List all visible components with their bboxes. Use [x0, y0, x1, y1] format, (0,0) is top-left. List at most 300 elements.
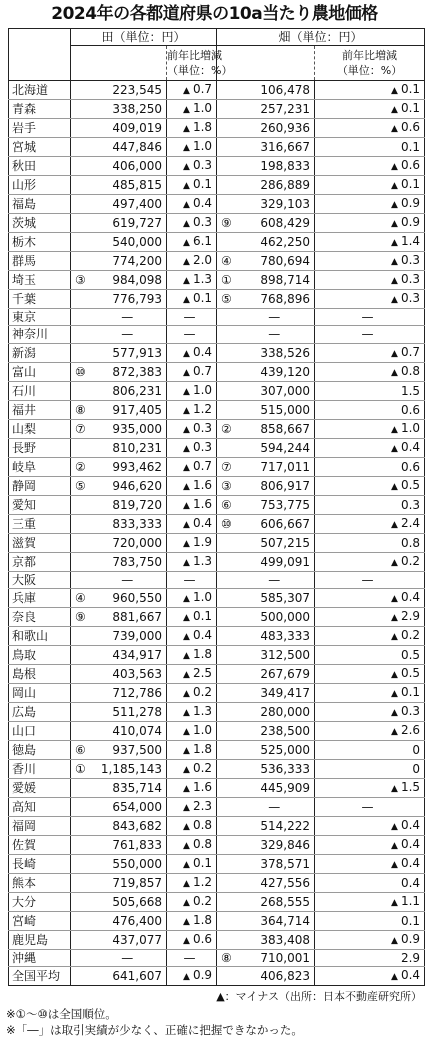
prefecture-name	[9, 81, 71, 100]
paddy-price-value: —	[121, 572, 134, 587]
paddy-rank-value: ③	[75, 273, 86, 287]
paddy-change	[167, 911, 217, 930]
negative-mark: ▲	[183, 764, 190, 775]
field-price-value: 768,896	[260, 292, 311, 306]
paddy-price-value: 410,074	[112, 723, 162, 738]
field-change	[315, 400, 425, 419]
negative-mark: ▲	[391, 367, 398, 378]
field-price-value: 286,889	[260, 178, 311, 192]
paddy-price	[93, 626, 167, 645]
field-price	[239, 778, 315, 797]
paddy-change-value: 0.3	[192, 158, 213, 172]
prefecture-name-value: 兵庫	[12, 590, 37, 605]
paddy-rank	[71, 607, 93, 626]
negative-mark: ▲	[183, 688, 190, 699]
field-price	[239, 721, 315, 740]
field-price	[239, 326, 315, 343]
field-price	[239, 252, 315, 271]
field-change-value: 0.9	[400, 215, 421, 229]
field-price-value: 606,667	[260, 516, 311, 531]
field-change	[315, 381, 425, 400]
negative-mark: ▲	[391, 295, 398, 305]
negative-mark: ▲	[183, 669, 190, 680]
paddy-rank	[71, 721, 93, 740]
paddy-price-value: 406,000	[112, 159, 162, 173]
prefecture-name	[9, 854, 71, 873]
prefecture-name-value: 山梨	[12, 421, 37, 436]
paddy-rank	[71, 759, 93, 778]
paddy-rank	[71, 119, 93, 138]
negative-mark: ▲	[391, 86, 398, 96]
paddy-price-value: 437,077	[112, 932, 162, 947]
paddy-price-value: 984,098	[112, 273, 162, 287]
field-price	[239, 873, 315, 892]
prefecture-name	[9, 214, 71, 233]
field-change	[315, 967, 425, 986]
paddy-price	[93, 892, 167, 911]
field-change	[315, 892, 425, 911]
field-rank	[217, 588, 239, 607]
negative-mark: ▲	[183, 143, 190, 153]
prefecture-name	[9, 835, 71, 854]
negative-mark: ▲	[183, 783, 190, 794]
paddy-change	[167, 740, 217, 759]
prefecture-name	[9, 457, 71, 476]
paddy-price-value: 511,278	[112, 704, 162, 719]
prefecture-name	[9, 138, 71, 157]
field-change-value: 0.2	[400, 553, 421, 568]
paddy-price	[93, 81, 167, 100]
paddy-price-value: 776,793	[112, 292, 162, 306]
paddy-price-value: 774,200	[112, 254, 162, 268]
prefecture-name	[9, 309, 71, 326]
prefecture-name	[9, 816, 71, 835]
table-row	[9, 214, 425, 233]
prefecture-name-value: 山口	[12, 723, 37, 738]
negative-mark: ▲	[391, 424, 398, 435]
field-rank-value: ①	[221, 273, 232, 287]
field-change-value: 0.1	[400, 140, 421, 154]
prefecture-name	[9, 778, 71, 797]
prefecture-name-value: 福島	[12, 197, 37, 211]
paddy-price	[93, 588, 167, 607]
field-price-value: 898,714	[260, 273, 311, 287]
negative-mark: ▲	[391, 181, 398, 191]
paddy-rank	[71, 571, 93, 588]
field-change-value: 0.1	[400, 82, 421, 96]
negative-mark: ▲	[183, 557, 190, 568]
paddy-rank	[71, 645, 93, 664]
paddy-rank	[71, 362, 93, 381]
paddy-change	[167, 290, 217, 309]
table-row	[9, 138, 425, 157]
field-price-value: 427,556	[260, 875, 311, 890]
paddy-rank	[71, 967, 93, 986]
paddy-change-value: 1.2	[192, 401, 213, 416]
prefecture-name	[9, 892, 71, 911]
negative-mark: ▲	[183, 707, 190, 718]
paddy-rank-value: ⑧	[75, 402, 86, 417]
field-price-value: 349,417	[260, 685, 311, 700]
field-price	[239, 702, 315, 721]
field-change-value: 0.1	[400, 684, 421, 699]
field-price	[239, 626, 315, 645]
field-change	[315, 119, 425, 138]
negative-mark: ▲	[183, 821, 190, 832]
table-row	[9, 571, 425, 588]
negative-mark: ▲	[391, 105, 398, 115]
negative-mark: ▲	[183, 593, 190, 604]
paddy-rank	[71, 778, 93, 797]
prefecture-name	[9, 533, 71, 552]
paddy-rank	[71, 683, 93, 702]
table-row	[9, 949, 425, 966]
paddy-price-value: —	[121, 327, 134, 342]
paddy-rank	[71, 381, 93, 400]
field-price	[239, 892, 315, 911]
field-rank	[217, 835, 239, 854]
paddy-price-value: 946,620	[112, 478, 162, 493]
field-price-value: 500,000	[260, 609, 311, 624]
field-change-value: 1.5	[400, 383, 421, 398]
paddy-rank	[71, 797, 93, 816]
field-rank-value: ⑨	[221, 216, 232, 230]
paddy-price-value: 654,000	[112, 799, 162, 814]
paddy-rank-value: ④	[75, 590, 86, 605]
paddy-change	[167, 797, 217, 816]
paddy-price-value: 937,500	[112, 742, 162, 757]
paddy-rank	[71, 495, 93, 514]
paddy-rank	[71, 626, 93, 645]
prefecture-name-value: 新潟	[12, 345, 37, 360]
paddy-change-value: 0.1	[192, 855, 213, 870]
paddy-price-value: 485,815	[112, 178, 162, 192]
prefecture-name	[9, 362, 71, 381]
paddy-price-value: 960,550	[112, 590, 162, 605]
field-rank	[217, 326, 239, 343]
prefecture-name-value: 福井	[12, 402, 37, 417]
field-rank	[217, 778, 239, 797]
paddy-rank	[71, 949, 93, 966]
paddy-price-value: 833,333	[112, 516, 162, 531]
paddy-rank	[71, 100, 93, 119]
paddy-change	[167, 533, 217, 552]
paddy-change	[167, 552, 217, 571]
paddy-change-value: 0.1	[192, 291, 213, 305]
paddy-change-value: 0.6	[192, 931, 213, 946]
table-row	[9, 476, 425, 495]
field-change	[315, 588, 425, 607]
paddy-change	[167, 759, 217, 778]
field-price-value: 307,000	[260, 383, 311, 398]
paddy-change	[167, 588, 217, 607]
field-change-value: 0.6	[400, 158, 421, 172]
prefecture-name	[9, 495, 71, 514]
negative-mark: ▲	[183, 500, 190, 511]
field-change-value: 0.1	[400, 913, 421, 928]
field-price-value: 717,011	[260, 459, 311, 474]
field-rank	[217, 740, 239, 759]
prefecture-name-value: 佐賀	[12, 837, 37, 852]
paddy-change-header-line2: （単位：%）	[167, 64, 233, 77]
paddy-change-value: 2.0	[192, 253, 213, 267]
paddy-change	[167, 607, 217, 626]
field-change-value: 0.3	[400, 253, 421, 267]
negative-mark: ▲	[183, 162, 190, 172]
paddy-change-value: 0.8	[192, 836, 213, 851]
paddy-price-value: 712,786	[112, 685, 162, 700]
table-row	[9, 419, 425, 438]
field-rank	[217, 381, 239, 400]
paddy-price	[93, 949, 167, 966]
field-price-value: 364,714	[260, 913, 311, 928]
field-change	[315, 552, 425, 571]
field-change	[315, 233, 425, 252]
paddy-rank-value: ②	[75, 459, 86, 474]
field-rank	[217, 645, 239, 664]
paddy-price	[93, 157, 167, 176]
field-rank	[217, 702, 239, 721]
paddy-price	[93, 778, 167, 797]
negative-mark: ▲	[391, 840, 398, 851]
negative-mark: ▲	[183, 878, 190, 889]
negative-mark: ▲	[183, 443, 190, 454]
field-price-value: —	[268, 310, 281, 325]
negative-mark: ▲	[183, 745, 190, 756]
field-change-value: 0	[412, 742, 421, 757]
paddy-change	[167, 362, 217, 381]
field-rank	[217, 252, 239, 271]
field-change	[315, 683, 425, 702]
field-change-value: 0.8	[400, 363, 421, 378]
paddy-rank	[71, 343, 93, 362]
prefecture-name-value: 栃木	[12, 235, 37, 249]
paddy-change	[167, 138, 217, 157]
land-price-table	[8, 28, 425, 986]
field-change-value: 0.6	[400, 402, 421, 417]
field-price	[239, 100, 315, 119]
prefecture-name-value: 全国平均	[12, 969, 61, 983]
paddy-price-subheader	[71, 46, 167, 81]
prefecture-name	[9, 740, 71, 759]
field-rank	[217, 138, 239, 157]
negative-mark: ▲	[391, 821, 398, 832]
prefecture-name-value: 長野	[12, 440, 37, 455]
negative-mark: ▲	[183, 897, 190, 908]
paddy-price-value: 810,231	[112, 440, 162, 455]
paddy-price-value: 447,846	[112, 140, 162, 154]
paddy-price-value: 338,250	[112, 102, 162, 116]
prefecture-name	[9, 873, 71, 892]
field-rank	[217, 362, 239, 381]
field-change-value: 0.6	[400, 459, 421, 474]
paddy-change-value: 0.3	[192, 420, 213, 435]
table-row	[9, 233, 425, 252]
paddy-price	[93, 702, 167, 721]
paddy-change	[167, 816, 217, 835]
field-change	[315, 949, 425, 966]
paddy-price-value: 550,000	[112, 856, 162, 871]
prefecture-name	[9, 683, 71, 702]
field-price	[239, 400, 315, 419]
paddy-rank	[71, 252, 93, 271]
prefecture-name-value: 愛知	[12, 497, 37, 512]
paddy-change	[167, 326, 217, 343]
field-change-value: 2.4	[400, 515, 421, 530]
field-rank	[217, 854, 239, 873]
field-rank	[217, 626, 239, 645]
field-price-value: 445,909	[260, 780, 311, 795]
field-change-value: —	[361, 572, 374, 587]
field-price	[239, 271, 315, 290]
field-price-value: 316,667	[260, 140, 311, 154]
paddy-change-value: —	[183, 310, 196, 325]
table-row	[9, 797, 425, 816]
field-change-value: 1.1	[400, 893, 421, 908]
paddy-change	[167, 721, 217, 740]
paddy-rank	[71, 457, 93, 476]
paddy-change	[167, 873, 217, 892]
paddy-rank	[71, 419, 93, 438]
field-rank	[217, 100, 239, 119]
negative-mark: ▲	[183, 972, 190, 982]
paddy-price	[93, 740, 167, 759]
negative-mark: ▲	[183, 86, 190, 96]
negative-mark: ▲	[183, 348, 190, 359]
field-change	[315, 664, 425, 683]
paddy-price-value: 783,750	[112, 554, 162, 569]
paddy-price	[93, 721, 167, 740]
paddy-price-value: 806,231	[112, 383, 162, 398]
paddy-change	[167, 514, 217, 533]
prefecture-name	[9, 514, 71, 533]
paddy-price	[93, 664, 167, 683]
negative-mark: ▲	[391, 707, 398, 718]
field-change-value: 2.9	[400, 950, 421, 965]
paddy-price-value: 223,545	[112, 83, 162, 97]
paddy-change	[167, 495, 217, 514]
prefecture-name-value: 東京	[12, 310, 37, 325]
field-rank	[217, 967, 239, 986]
paddy-price-value: 720,000	[112, 535, 162, 550]
prefecture-name	[9, 645, 71, 664]
field-price-value: 499,091	[260, 554, 311, 569]
table-row	[9, 683, 425, 702]
field-rank	[217, 552, 239, 571]
field-rank-value: ③	[221, 478, 232, 493]
paddy-change-value: 1.3	[192, 272, 213, 286]
field-price-value: 858,667	[260, 421, 311, 436]
field-rank	[217, 176, 239, 195]
table-row	[9, 381, 425, 400]
field-rank	[217, 157, 239, 176]
prefecture-name	[9, 588, 71, 607]
paddy-change	[167, 81, 217, 100]
table-row	[9, 835, 425, 854]
paddy-price-value: —	[121, 950, 134, 965]
field-price-value: 483,333	[260, 628, 311, 643]
paddy-price	[93, 930, 167, 949]
field-price-value: 238,500	[260, 723, 311, 738]
prefecture-name	[9, 176, 71, 195]
field-rank	[217, 195, 239, 214]
prefecture-name-value: 山形	[12, 178, 37, 192]
field-change-value: —	[361, 310, 374, 325]
field-rank	[217, 911, 239, 930]
paddy-rank	[71, 400, 93, 419]
prefecture-name-value: 石川	[12, 383, 37, 398]
prefecture-name	[9, 552, 71, 571]
paddy-price-value: 835,714	[112, 780, 162, 795]
paddy-change	[167, 400, 217, 419]
negative-mark: ▲	[183, 538, 190, 549]
field-rank-value: ⑩	[221, 516, 232, 531]
field-change-value: 0.2	[400, 627, 421, 642]
field-change	[315, 835, 425, 854]
prefecture-name-value: 愛媛	[12, 780, 37, 795]
paddy-price	[93, 759, 167, 778]
field-price-value: 594,244	[260, 440, 311, 455]
paddy-change-value: 1.8	[192, 120, 213, 134]
negative-mark: ▲	[183, 405, 190, 416]
table-row	[9, 176, 425, 195]
negative-mark: ▲	[391, 348, 398, 359]
field-change	[315, 702, 425, 721]
prefecture-name	[9, 759, 71, 778]
table-row	[9, 664, 425, 683]
paddy-rank	[71, 835, 93, 854]
field-change	[315, 157, 425, 176]
paddy-price-value: 1,185,143	[100, 761, 162, 776]
paddy-change	[167, 457, 217, 476]
prefecture-name	[9, 271, 71, 290]
field-rank	[217, 233, 239, 252]
field-change-value: 0.1	[400, 177, 421, 191]
paddy-change	[167, 892, 217, 911]
paddy-price-value: 739,000	[112, 628, 162, 643]
field-price-value: 383,408	[260, 932, 311, 947]
negative-mark: ▲	[391, 162, 398, 172]
paddy-price-value: 935,000	[112, 421, 162, 436]
paddy-change	[167, 438, 217, 457]
paddy-change-value: 0.7	[192, 458, 213, 473]
paddy-change-value: 0.9	[192, 968, 213, 982]
paddy-change	[167, 233, 217, 252]
table-row	[9, 400, 425, 419]
field-change-value: 0.3	[400, 497, 421, 512]
paddy-rank	[71, 816, 93, 835]
field-price-value: 507,215	[260, 535, 311, 550]
field-change	[315, 759, 425, 778]
field-price-value: 536,333	[260, 761, 311, 776]
field-price	[239, 81, 315, 100]
paddy-price	[93, 533, 167, 552]
paddy-price	[93, 419, 167, 438]
field-change-value: 0.4	[400, 817, 421, 832]
paddy-change	[167, 419, 217, 438]
paddy-change	[167, 949, 217, 966]
negative-mark: ▲	[391, 783, 398, 794]
field-change	[315, 854, 425, 873]
paddy-change-value: 1.8	[192, 912, 213, 927]
paddy-price	[93, 119, 167, 138]
field-price-value: 268,555	[260, 894, 311, 909]
paddy-change-value: 0.7	[192, 363, 213, 378]
field-change-value: 0	[412, 761, 421, 776]
prefecture-name-value: 高知	[12, 799, 37, 814]
paddy-rank-value: ⑥	[75, 742, 86, 757]
prefecture-name-value: 和歌山	[12, 628, 49, 643]
